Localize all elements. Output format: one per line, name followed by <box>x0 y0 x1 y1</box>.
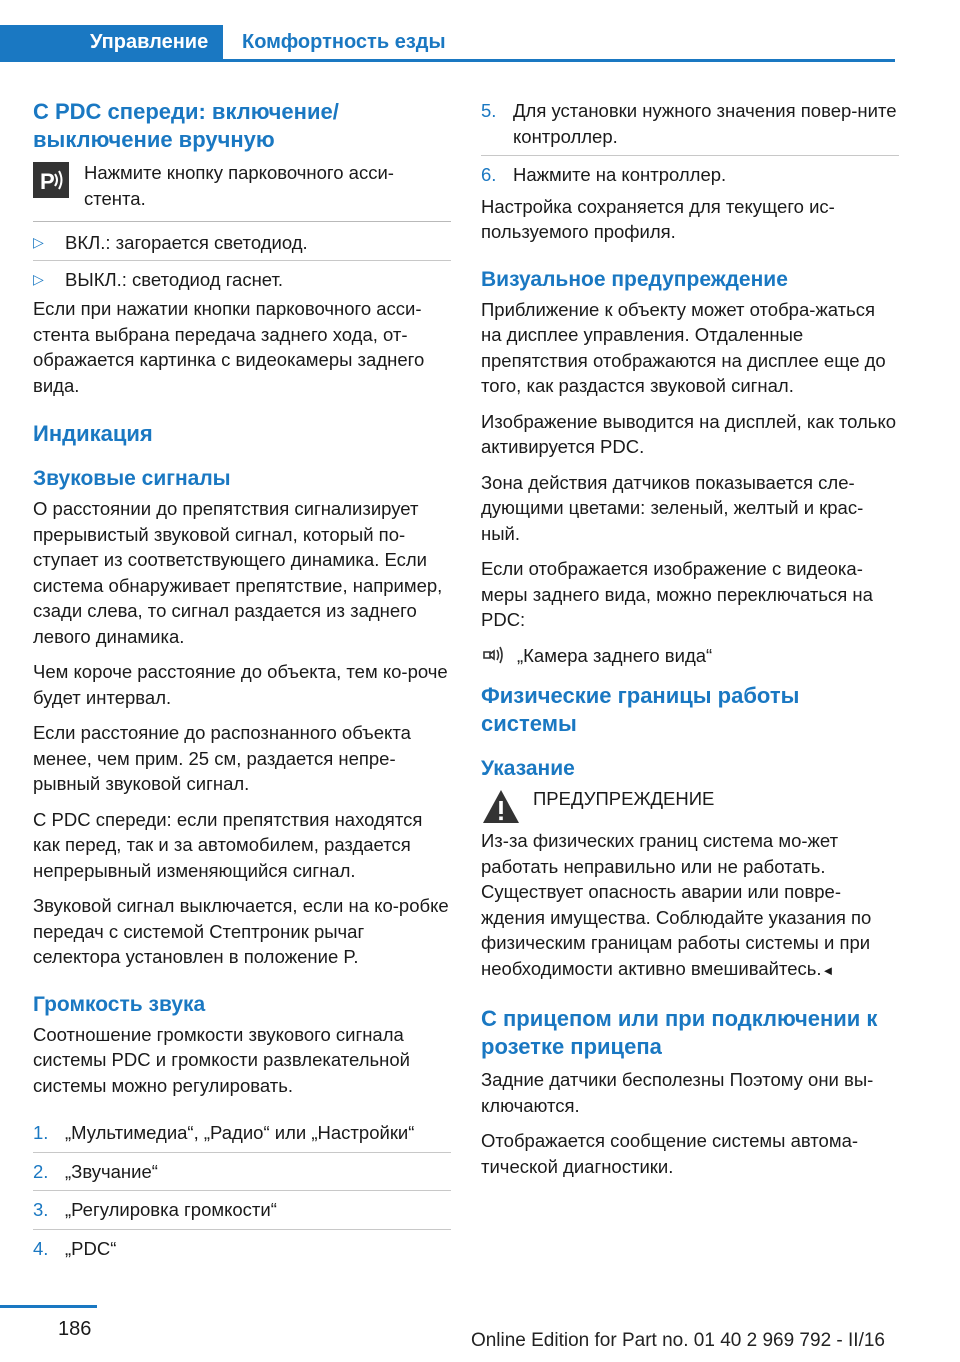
warning-icon <box>481 788 521 826</box>
heading-physical-limits: Физические границы работы системы <box>481 683 800 736</box>
paragraph-sound-4: С PDC спереди: если препятствия находятся как перед, так и за автомобилем, раздается непрерывный изменяющийся сигнал. <box>33 808 423 881</box>
paragraph-sound-5: Звуковой сигнал выключается, если на ко-робке передач с системой Стептроник рычаг селектора установлен в положение P. <box>33 895 449 967</box>
pdc-button-row <box>33 160 451 211</box>
step-number: 3. <box>33 1199 49 1220</box>
list-item-off-text: ВЫКЛ.: светодиод гаснет. <box>65 268 284 290</box>
warning-body: Из-за физических границ система мо-жет работать неправильно или не работать. Существует опасность аварии или повре-ждения имущества. Соблюдайте указания по физическим границам работы системы и при необходимости активно вмешивайтесь. <box>481 830 872 979</box>
step-number: 6. <box>481 164 497 185</box>
heading-note: Указание <box>481 757 575 780</box>
heading-visual-warning: Визуальное предупреждение <box>481 267 788 291</box>
heading-trailer: С прицепом или при подключении к розетке прицепа <box>481 1006 878 1059</box>
warning-title: ПРЕДУПРЕЖДЕНИЕ <box>533 788 715 809</box>
left-column <box>33 98 451 1267</box>
camera-row <box>481 643 899 669</box>
paragraph-reverse: Если при нажатии кнопки парковочного асси-стента выбрана передача заднего хода, от-ображается картинка с видеокамеры заднего вида. <box>33 298 425 396</box>
step-text: „Мультимедиа“, „Радио“ или „Настройки“ <box>65 1122 415 1143</box>
page-number: 186 <box>58 1318 92 1340</box>
camera-label: „Камера заднего вида“ <box>517 644 713 666</box>
list-item <box>481 162 899 188</box>
list-item <box>481 98 899 149</box>
paragraph-sound-3: Если расстояние до распознанного объекта менее, чем прим. 25 см, раздается непре-рывный звуковой сигнал. <box>33 722 411 794</box>
divider <box>33 1152 451 1153</box>
step-text: Нажмите на контроллер. <box>513 164 727 185</box>
step-number: 2. <box>33 1160 49 1182</box>
parking-assistant-icon-glyph <box>33 162 69 198</box>
divider <box>481 155 899 156</box>
heading-sound: Звуковые сигналы <box>33 467 231 490</box>
paragraph-saved: Настройка сохраняется для текущего ис-пользуемого профиля. <box>481 195 835 242</box>
step-text: „PDC“ <box>65 1237 117 1259</box>
paragraph-trailer-1: Задние датчики бесполезны Поэтому они вы-ключаются. <box>481 1069 874 1116</box>
paragraph-sound-2: Чем короче расстояние до объекта, тем ко-роче будет интервал. <box>33 661 448 708</box>
warning-row <box>481 786 899 826</box>
divider <box>33 260 451 261</box>
list-item-off <box>33 267 451 293</box>
right-column <box>481 98 899 1189</box>
paragraph-visual-2: Изображение выводится на дисплей, как только активируется PDC. <box>481 410 897 457</box>
pdc-button-text: Нажмите кнопку парковочного асси-стента. <box>84 162 394 209</box>
footer-line <box>0 1305 97 1308</box>
bullet-triangle-icon: ▷ <box>33 270 44 287</box>
list-item <box>33 1236 451 1262</box>
end-mark: ◄ <box>821 962 835 978</box>
divider <box>33 221 451 222</box>
svg-text:P: P <box>40 169 55 194</box>
divider <box>33 1229 451 1230</box>
paragraph-sound-1: О расстоянии до препятствия сигнализирует прерывистый звуковой сигнал, который по-ступает из соответствующего динамика. Если система обнаруживает препятствие, например, сзади слева, то сигнал раздается из заднего левого динамика. <box>33 498 443 647</box>
step-text: Для установки нужного значения повер-ните контроллер. <box>513 100 897 147</box>
footer-edition: Online Edition for Part no. 01 40 2 969 792 - II/16 <box>470 1330 885 1351</box>
camera-pdc-icon <box>481 644 505 666</box>
tab-inactive: Комфортность езды <box>242 31 446 53</box>
bullet-triangle-icon: ▷ <box>33 234 44 250</box>
step-text: „Регулировка громкости“ <box>65 1199 277 1220</box>
divider <box>33 1190 451 1191</box>
step-text: „Звучание“ <box>65 1160 158 1182</box>
paragraph-trailer-2: Отображается сообщение системы автома-тической диагностики. <box>481 1130 859 1177</box>
heading-volume: Громкость звука <box>33 992 206 1016</box>
step-number: 4. <box>33 1237 49 1259</box>
paragraph-visual-4: Если отображается изображение с видеока-меры заднего вида, можно переключаться на PDC: <box>481 558 873 630</box>
parking-assistant-icon <box>33 162 69 198</box>
list-item <box>33 1197 451 1223</box>
paragraph-visual-1: Приближение к объекту может отобра-жаться на дисплее управления. Отдаленные препятствия отображаются на дисплее еще до того, как раздастся звуковой сигнал. <box>481 298 886 396</box>
list-item-on <box>33 230 451 256</box>
warning-text <box>481 828 899 983</box>
step-number: 5. <box>481 100 497 121</box>
list-item <box>33 1159 451 1185</box>
tab-active: Управление <box>0 25 223 62</box>
list-item <box>33 1120 451 1146</box>
heading-front-pdc: С PDC спереди: включение/ выключение вручную <box>33 99 339 152</box>
list-item-on-text: ВКЛ.: загорается светодиод. <box>65 232 308 253</box>
paragraph-volume: Соотношение громкости звукового сигнала системы PDC и громкости развлекательной системы можно регулировать. <box>33 1023 410 1096</box>
paragraph-visual-3: Зона действия датчиков показывается сле-дующими цветами: зеленый, желтый и крас-ный. <box>481 471 864 544</box>
heading-indication: Индикация <box>33 421 153 446</box>
step-number: 1. <box>33 1122 49 1143</box>
